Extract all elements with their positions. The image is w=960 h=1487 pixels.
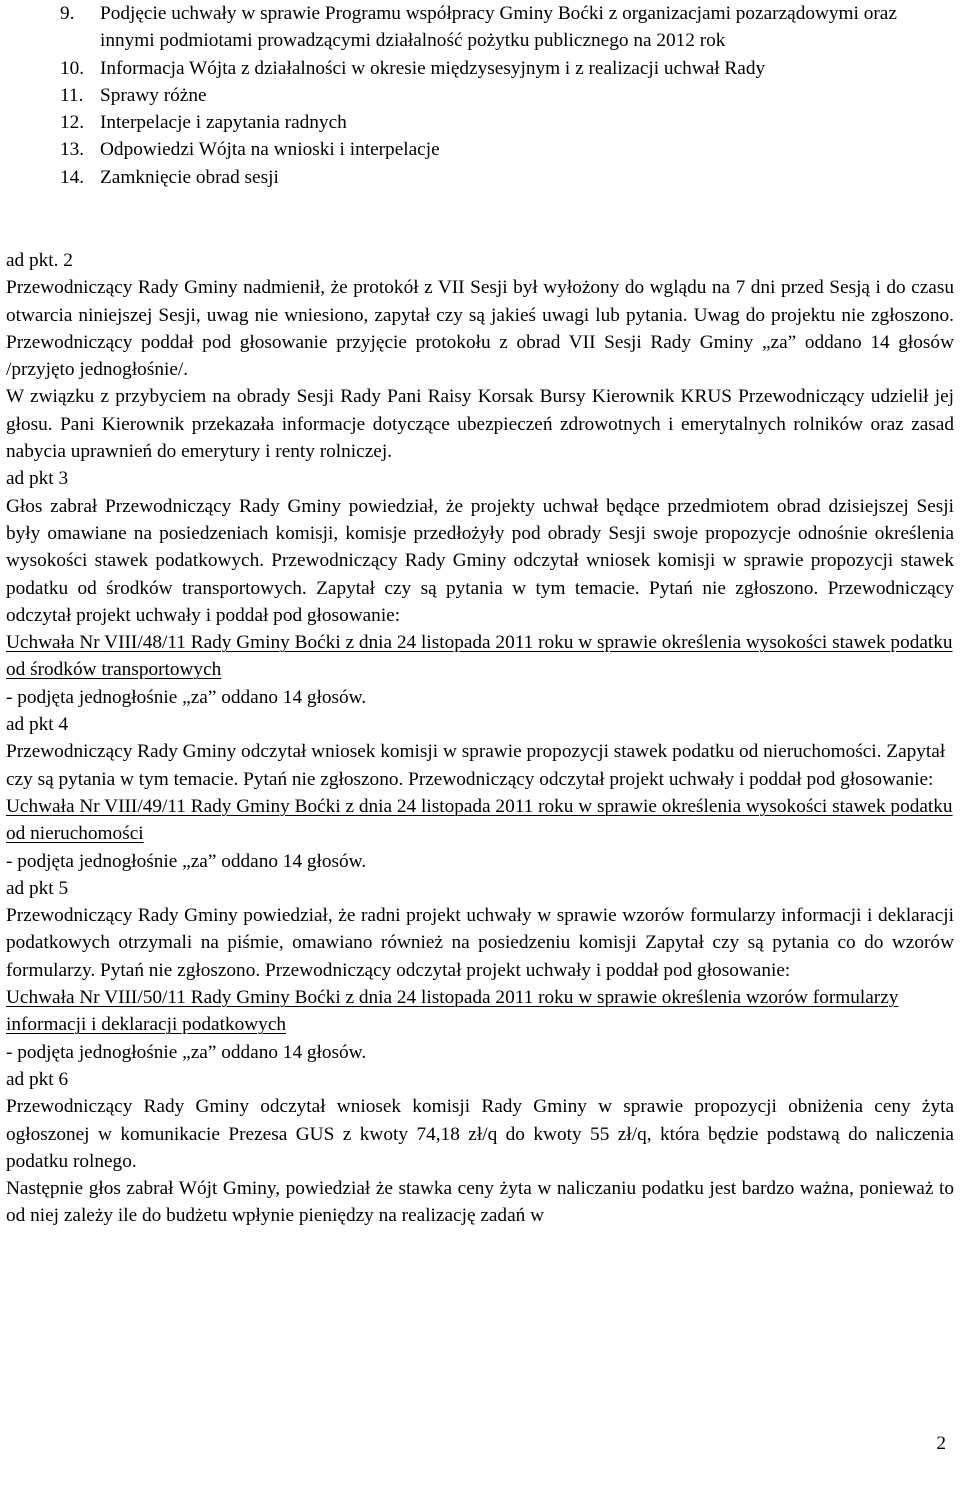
vote-result: - podjęta jednogłośnie „za” oddano 14 głosów. xyxy=(6,1041,367,1063)
agenda-item-number: 14. xyxy=(60,166,85,188)
agenda-item-number: 12. xyxy=(60,112,85,134)
vote-result: - podjęta jednogłośnie „za” oddano 14 głosów. xyxy=(6,850,367,872)
minutes-body xyxy=(6,247,954,1230)
agenda-item xyxy=(60,164,950,191)
page-number: 2 xyxy=(936,1433,946,1454)
pkt6-paragraph-2: Następnie głos zabrał Wójt Gminy, powiedział że stawka ceny żyta w naliczaniu podatku jest bardzo ważna, ponieważ to od niej zależy ile do budżetu wpłynie pieniędzy na realizację zadań w xyxy=(6,1178,954,1227)
agenda-item xyxy=(60,136,950,163)
agenda-item-text: Podjęcie uchwały w sprawie Programu współpracy Gminy Boćki z organizacjami pozarządowymi oraz innymi podmiotami prowadzącymi działalność pożytku publicznego na 2012 rok xyxy=(100,3,897,52)
agenda-item-number: 13. xyxy=(60,139,85,161)
agenda-item xyxy=(60,0,950,55)
agenda-item-text: Informacja Wójta z działalności w okresie międzysesyjnym i z realizacji uchwał Rady xyxy=(100,57,766,79)
pkt5-paragraph-1: Przewodniczący Rady Gminy powiedział, że radni projekt uchwały w sprawie wzorów formularzy informacji i deklaracji podatkowych otrzymali na piśmie, omawiano również na posiedzeniu komisji Zapytał czy są pytania co do wzorów formularzy. Pytań nie zgłoszono. Przewodniczący odczytał projekt uchwały i poddał pod głosowanie: xyxy=(6,905,954,981)
pkt2-paragraph-2: W związku z przybyciem na obrady Sesji Rady Pani Raisy Korsak Bursy Kierownik KRUS Przewodniczący udzielił jej głosu. Pani Kierownik przekazała informacje dotyczące ubezpieczeń zdrowotnych i emerytalnych rolników oraz zasad nabycia uprawnień do emerytury i renty rolniczej. xyxy=(6,386,954,463)
agenda-item-number: 11. xyxy=(60,84,84,106)
resolution-title: Uchwała Nr VIII/50/11 Rady Gminy Boćki z dnia 24 listopada 2011 roku w sprawie określenia wzorów formularzy informacji i deklaracji podatkowych xyxy=(6,987,899,1036)
resolution-title: Uchwała Nr VIII/48/11 Rady Gminy Boćki z dnia 24 listopada 2011 roku w sprawie określenia wysokości stawek podatku od środków transportowych xyxy=(6,632,953,681)
section-heading-pkt2: ad pkt. 2 xyxy=(6,250,73,271)
agenda-item xyxy=(60,55,950,82)
pkt6-paragraph-1: Przewodniczący Rady Gminy odczytał wniosek komisji Rady Gminy w sprawie propozycji obniżenia ceny żyta ogłoszonej w komunikacie Prezesa GUS z kwoty 74,18 zł/q do kwoty 55 zł/q, która będzie podstawą do naliczenia podatku rolnego. xyxy=(6,1096,954,1172)
agenda-item-text: Zamknięcie obrad sesji xyxy=(100,166,279,188)
resolution-title: Uchwała Nr VIII/49/11 Rady Gminy Boćki z dnia 24 listopada 2011 roku w sprawie określenia wysokości stawek podatku od nieruchomości xyxy=(6,795,953,845)
agenda-list xyxy=(60,0,950,191)
agenda-item-text: Sprawy różne xyxy=(100,84,207,106)
agenda-item xyxy=(60,82,950,109)
section-heading-pkt6: ad pkt 6 xyxy=(6,1068,69,1090)
pkt3-paragraph-1: Głos zabrał Przewodniczący Rady Gminy powiedział, że projekty uchwał będące przedmiotem obrad dzisiejszej Sesji były omawiane na posiedzeniach komisji, komisje przedłożyły pod obrady Sesji swoje propozycje odnośnie określenia wysokości stawek podatkowych. Przewodniczący Rady Gminy odczytał wniosek komisji w sprawie propozycji stawek podatku od środków transportowych. Zapytał czy są pytania w tym temacie. Pytań nie zgłoszono. Przewodniczący odczytał projekt uchwały i poddał pod głosowanie: xyxy=(6,495,954,626)
agenda-item-text: Interpelacje i zapytania radnych xyxy=(100,112,347,134)
agenda-item-number: 10. xyxy=(60,57,85,79)
agenda-item xyxy=(60,109,950,136)
section-heading-pkt4: ad pkt 4 xyxy=(6,714,69,736)
pkt4-paragraph-1: Przewodniczący Rady Gminy odczytał wniosek komisji w sprawie propozycji stawek podatku od nieruchomości. Zapytał czy są pytania w tym temacie. Pytań nie zgłoszono. Przewodniczący odczytał projekt uchwały i poddał pod głosowanie: xyxy=(6,741,946,790)
section-heading-pkt3: ad pkt 3 xyxy=(6,468,69,490)
section-heading-pkt5: ad pkt 5 xyxy=(6,877,69,899)
agenda-item-number: 9. xyxy=(60,3,75,24)
agenda-item-text: Odpowiedzi Wójta na wnioski i interpelacje xyxy=(100,139,440,161)
vote-result: - podjęta jednogłośnie „za” oddano 14 głosów. xyxy=(6,686,367,708)
pkt2-paragraph-1: Przewodniczący Rady Gminy nadmienił, że protokół z VII Sesji był wyłożony do wglądu na 7 dni przed Sesją i do czasu otwarcia niniejszej Sesji, uwag nie wniesiono, zapytał czy są jakieś uwagi lub pytania. Uwag do projektu nie zgłoszono. Przewodniczący poddał pod głosowanie przyjęcie protokołu z obrad VII Sesji Rady Gminy „za” oddano 14 głosów /przyjęto jednogłośnie/. xyxy=(6,277,954,381)
